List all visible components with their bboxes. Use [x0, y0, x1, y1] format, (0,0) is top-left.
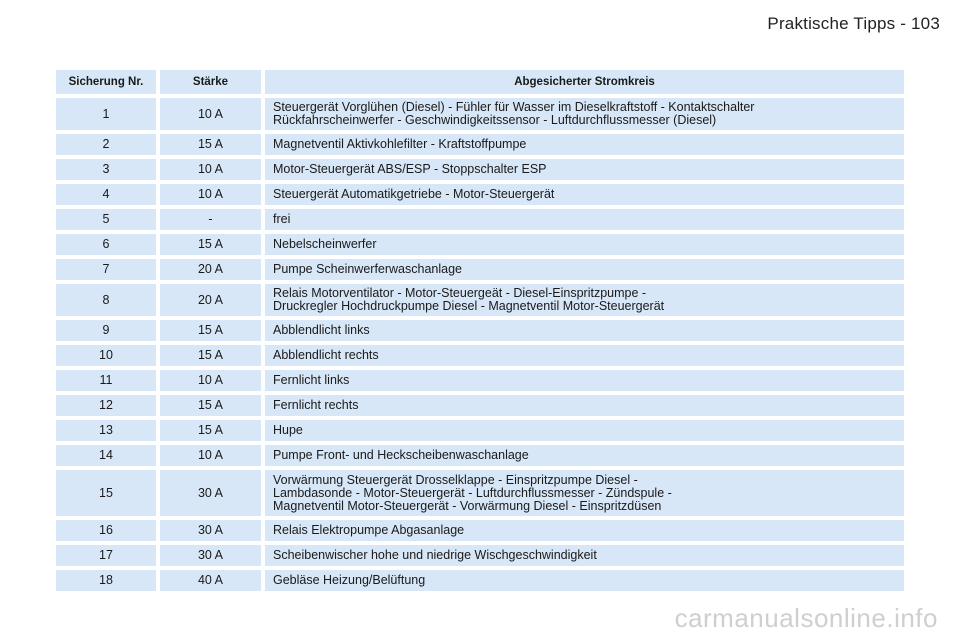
circuit-description-cell: [261, 545, 904, 566]
fuse-rating-cell: 15 A: [156, 420, 261, 441]
circuit-description-line: Fernlicht links: [273, 373, 350, 387]
circuit-description-cell: [261, 259, 904, 280]
circuit-description-line: Hupe: [273, 423, 303, 437]
fuse-number-cell: 10: [56, 345, 156, 366]
circuit-description-line: Motor-Steuergerät ABS/ESP - Stoppschalter ESP: [273, 162, 547, 176]
column-header-fuse-number: Sicherung Nr.: [56, 70, 156, 94]
circuit-description-line: Lambdasonde - Motor-Steuergerät - Luftdurchflussmesser - Zündspule -: [273, 485, 672, 500]
circuit-description-cell: [261, 159, 904, 180]
circuit-description-cell: [261, 320, 904, 341]
watermark: carmanualsonline.info: [674, 603, 938, 633]
circuit-description-line: Pumpe Scheinwerferwaschanlage: [273, 262, 462, 276]
fuse-number-cell: 7: [56, 259, 156, 280]
fuse-number-cell: 17: [56, 545, 156, 566]
circuit-description-line: Fernlicht rechts: [273, 398, 359, 412]
circuit-description-line: Druckregler Hochdruckpumpe Diesel - Magnetventil Motor-Steuergerät: [273, 299, 665, 313]
circuit-description-cell: [261, 370, 904, 391]
fuse-number-cell: 11: [56, 370, 156, 391]
fuse-rating-cell: 15 A: [156, 345, 261, 366]
page-title: Praktische Tipps - 103: [767, 14, 940, 33]
table-row: [56, 570, 904, 591]
circuit-description-line: Steuergerät Automatikgetriebe - Motor-Steuergerät: [273, 187, 555, 201]
circuit-description-line: Pumpe Front- und Heckscheibenwaschanlage: [273, 448, 529, 462]
column-header-rating: Stärke: [156, 70, 261, 94]
table-row: [56, 98, 904, 130]
fuse-number-cell: 14: [56, 445, 156, 466]
table-row: [56, 209, 904, 230]
fuse-rating-cell: 10 A: [156, 370, 261, 391]
fuse-rating-cell: 10 A: [156, 184, 261, 205]
column-header-circuit: Abgesicherter Stromkreis: [261, 70, 904, 94]
fuse-rating-cell: 10 A: [156, 445, 261, 466]
table-row: [56, 520, 904, 541]
fuse-number-cell: 5: [56, 209, 156, 230]
fuse-rating-cell: 15 A: [156, 134, 261, 155]
circuit-description-line: Scheibenwischer hohe und niedrige Wischgeschwindigkeit: [273, 548, 597, 562]
table-row: [56, 345, 904, 366]
circuit-description-line: Abblendlicht rechts: [273, 348, 379, 362]
table-row: [56, 395, 904, 416]
fuse-number-cell: 3: [56, 159, 156, 180]
circuit-description-cell: [261, 470, 904, 516]
circuit-description-line: Magnetventil Motor-Steuergerät - Vorwärmung Diesel - Einspritzdüsen: [273, 498, 662, 513]
circuit-description-line: Abblendlicht links: [273, 323, 370, 337]
fuse-number-cell: 6: [56, 234, 156, 255]
fuse-rating-cell: 30 A: [156, 470, 261, 516]
table-row: [56, 134, 904, 155]
circuit-description-line: Vorwärmung Steuergerät Drosselklappe - Einspritzpumpe Diesel -: [273, 472, 638, 487]
fuse-table-body: [56, 98, 904, 591]
table-row: [56, 470, 904, 516]
circuit-description-line: Relais Motorventilator - Motor-Steuergeät - Diesel-Einspritzpumpe -: [273, 286, 647, 300]
circuit-description-cell: [261, 395, 904, 416]
circuit-description-cell: [261, 420, 904, 441]
fuse-rating-cell: 15 A: [156, 320, 261, 341]
circuit-description-cell: [261, 520, 904, 541]
table-row: [56, 184, 904, 205]
fuse-number-cell: 9: [56, 320, 156, 341]
circuit-description-cell: [261, 345, 904, 366]
circuit-description-line: Relais Elektropumpe Abgasanlage: [273, 523, 465, 537]
fuse-rating-cell: 40 A: [156, 570, 261, 591]
circuit-description-line: Steuergerät Vorglühen (Diesel) - Fühler für Wasser im Dieselkraftstoff - Kontaktschalter: [273, 100, 755, 114]
fuse-rating-cell: 20 A: [156, 259, 261, 280]
table-row: [56, 159, 904, 180]
circuit-description-line: frei: [273, 212, 291, 226]
circuit-description-cell: [261, 570, 904, 591]
fuse-rating-cell: 10 A: [156, 98, 261, 130]
fuse-rating-cell: 10 A: [156, 159, 261, 180]
fuse-number-cell: 12: [56, 395, 156, 416]
circuit-description-cell: [261, 184, 904, 205]
circuit-description-cell: [261, 234, 904, 255]
fuse-number-cell: 2: [56, 134, 156, 155]
circuit-description-line: Magnetventil Aktivkohlefilter - Kraftstoffpumpe: [273, 137, 527, 151]
circuit-description-line: Rückfahrscheinwerfer - Geschwindigkeitssensor - Luftdurchflussmesser (Diesel): [273, 113, 717, 127]
circuit-description-cell: [261, 98, 904, 130]
fuse-rating-cell: 15 A: [156, 234, 261, 255]
circuit-description-cell: [261, 284, 904, 316]
fuse-rating-cell: 30 A: [156, 520, 261, 541]
fuse-number-cell: 15: [56, 470, 156, 516]
fuse-number-cell: 16: [56, 520, 156, 541]
circuit-description-cell: [261, 209, 904, 230]
table-row: [56, 545, 904, 566]
fuse-table: [56, 66, 904, 595]
circuit-description-cell: [261, 445, 904, 466]
circuit-description-cell: [261, 134, 904, 155]
fuse-number-cell: 18: [56, 570, 156, 591]
fuse-rating-cell: 30 A: [156, 545, 261, 566]
table-row: [56, 445, 904, 466]
table-row: [56, 284, 904, 316]
fuse-rating-cell: 15 A: [156, 395, 261, 416]
circuit-description-line: Gebläse Heizung/Belüftung: [273, 573, 426, 587]
circuit-description-line: Nebelscheinwerfer: [273, 237, 377, 251]
table-row: [56, 320, 904, 341]
table-row: [56, 259, 904, 280]
table-header-row: [56, 70, 904, 94]
fuse-number-cell: 4: [56, 184, 156, 205]
fuse-rating-cell: 20 A: [156, 284, 261, 316]
fuse-number-cell: 8: [56, 284, 156, 316]
fuse-number-cell: 1: [56, 98, 156, 130]
table-row: [56, 234, 904, 255]
fuse-rating-cell: -: [156, 209, 261, 230]
fuse-number-cell: 13: [56, 420, 156, 441]
table-row: [56, 370, 904, 391]
table-row: [56, 420, 904, 441]
